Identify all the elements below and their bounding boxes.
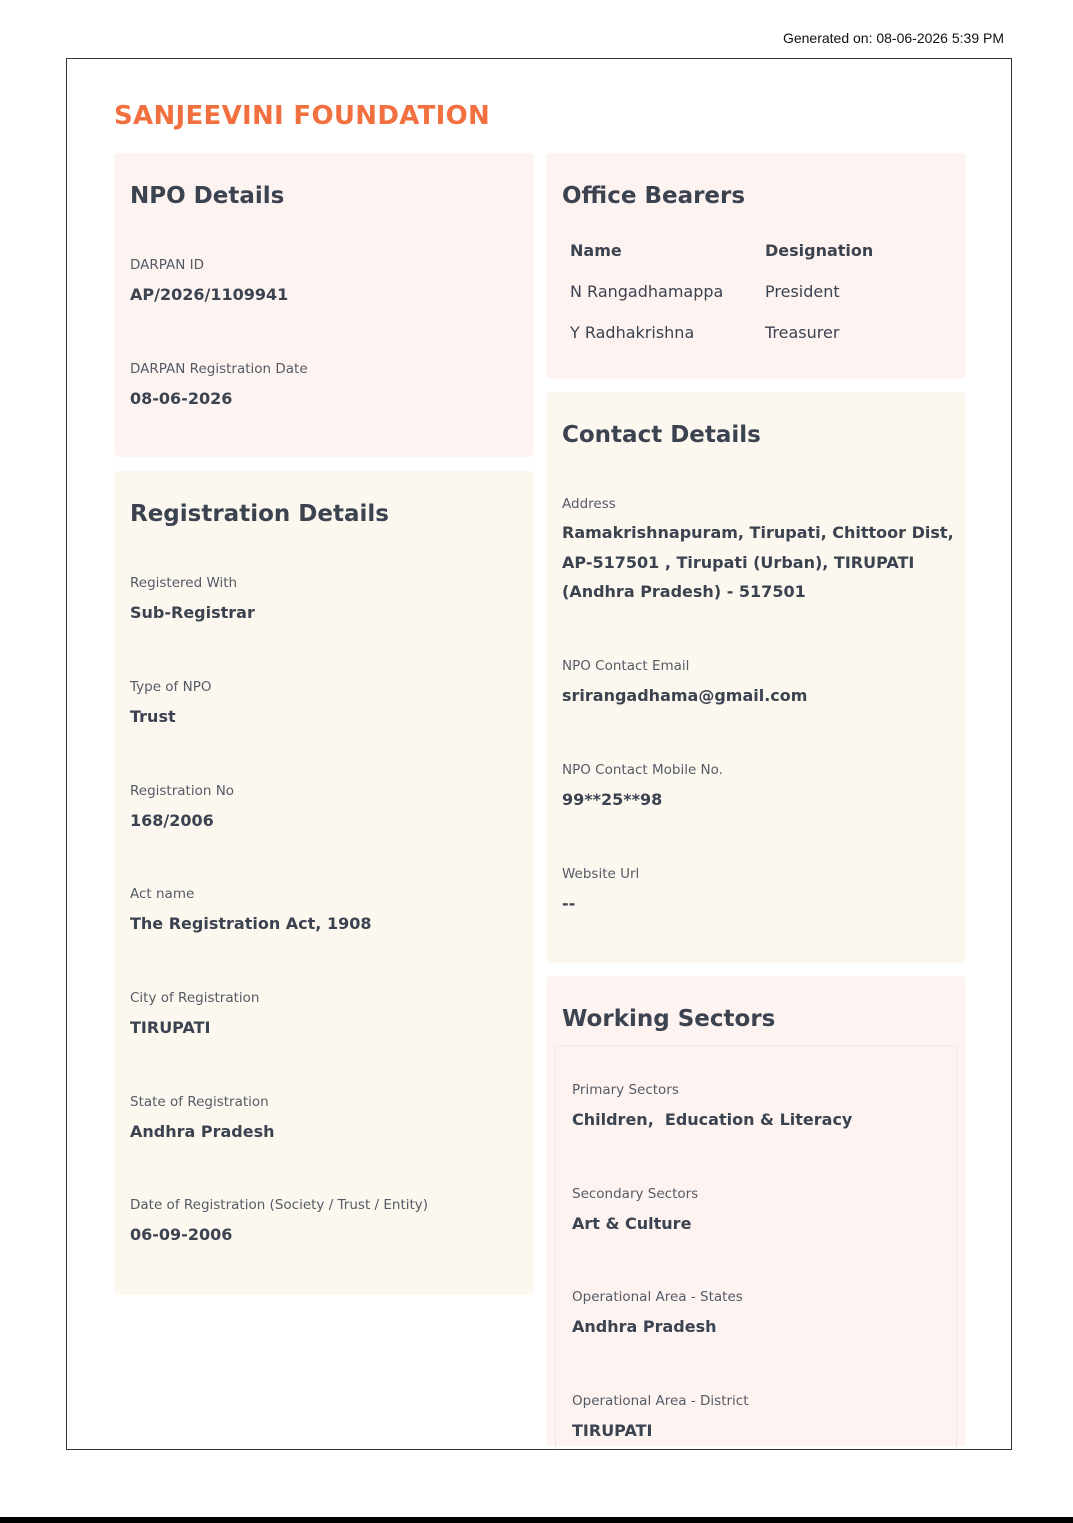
secondary-sectors-value: Art & Culture: [572, 1214, 692, 1233]
darpan-reg-date-label: DARPAN Registration Date: [130, 361, 308, 377]
operational-district-value: TIRUPATI: [572, 1421, 653, 1440]
website-url-label: Website Url: [562, 866, 640, 882]
column-header-name: Name: [570, 241, 622, 260]
bottom-bar: [0, 1517, 1073, 1523]
bearer-designation: Treasurer: [765, 323, 840, 342]
registration-no-label: Registration No: [130, 783, 235, 799]
website-url-value: --: [562, 894, 576, 913]
primary-sectors-value: Children, Education & Literacy: [572, 1110, 853, 1129]
bearer-name: N Rangadhamappa: [570, 282, 724, 301]
darpan-reg-date-value: 08-06-2026: [130, 389, 233, 408]
address-line: AP-517501 , Tirupati (Urban), TIRUPATI: [562, 552, 915, 572]
registered-with-field: [130, 575, 255, 622]
operational-states-field: [572, 1289, 743, 1336]
contact-mobile-value: 99**25**98: [562, 790, 663, 809]
contact-details-title: Contact Details: [562, 422, 761, 448]
registered-with-label: Registered With: [130, 575, 238, 591]
document-frame: [66, 58, 1012, 1450]
secondary-sectors-label: Secondary Sectors: [572, 1186, 699, 1202]
working-sectors-card: [546, 976, 966, 1446]
registration-details-title: Registration Details: [130, 501, 389, 527]
operational-district-field: [572, 1393, 749, 1440]
act-name-value: The Registration Act, 1908: [130, 914, 372, 933]
primary-sectors-label: Primary Sectors: [572, 1082, 679, 1098]
npo-type-value: Trust: [130, 707, 176, 726]
working-sectors-title: Working Sectors: [562, 1006, 776, 1032]
website-url-field: [562, 866, 639, 913]
state-of-registration-field: [130, 1094, 275, 1141]
contact-email-value[interactable]: srirangadhama@gmail.com: [562, 686, 808, 705]
registration-no-field: [130, 783, 234, 830]
operational-states-value: Andhra Pradesh: [572, 1317, 717, 1336]
secondary-sectors-field: [572, 1186, 698, 1233]
contact-mobile-field: [562, 762, 723, 809]
darpan-id-value: AP/2026/1109941: [130, 285, 289, 304]
registration-details-card: [114, 471, 534, 1295]
darpan-reg-date-field: [130, 361, 308, 408]
operational-states-label: Operational Area - States: [572, 1289, 743, 1305]
office-bearers-card: [546, 153, 966, 379]
darpan-id-field: [130, 257, 288, 304]
date-of-registration-label: Date of Registration (Society / Trust / Entity): [130, 1197, 429, 1213]
registration-no-value: 168/2006: [130, 811, 214, 830]
act-name-field: [130, 886, 371, 933]
bearer-name: Y Radhakrishna: [570, 323, 695, 342]
npo-details-card: [114, 153, 534, 457]
date-of-registration-value: 06-09-2006: [130, 1225, 233, 1244]
bearer-designation: President: [765, 282, 840, 301]
contact-details-card: [546, 392, 966, 963]
date-of-registration-field: [130, 1197, 428, 1244]
contact-email-label: NPO Contact Email: [562, 658, 690, 674]
address-line: (Andhra Pradesh) - 517501: [562, 582, 806, 601]
generated-timestamp: Generated on: 08-06-2026 5:39 PM: [782, 30, 1004, 46]
column-header-designation: Designation: [765, 241, 874, 260]
npo-type-label: Type of NPO: [130, 679, 212, 695]
city-of-registration-value: TIRUPATI: [130, 1018, 211, 1037]
npo-type-field: [130, 679, 211, 726]
act-name-label: Act name: [130, 886, 195, 902]
working-sectors-inner-panel: [555, 1045, 957, 1450]
city-of-registration-field: [130, 990, 259, 1037]
primary-sectors-field: [572, 1082, 852, 1129]
address-line: Ramakrishnapuram, Tirupati, Chittoor Dist,: [562, 523, 954, 542]
contact-mobile-label: NPO Contact Mobile No.: [562, 762, 723, 778]
registered-with-value: Sub-Registrar: [130, 603, 255, 622]
address-field: [562, 496, 954, 607]
npo-details-title: NPO Details: [130, 183, 285, 209]
address-label: Address: [562, 496, 616, 512]
city-of-registration-label: City of Registration: [130, 990, 260, 1006]
organization-name: SANJEEVINI FOUNDATION: [114, 101, 491, 131]
state-of-registration-label: State of Registration: [130, 1094, 269, 1110]
contact-email-field: [562, 658, 807, 705]
office-bearers-title: Office Bearers: [562, 183, 746, 209]
operational-district-label: Operational Area - District: [572, 1393, 749, 1409]
darpan-id-label: DARPAN ID: [130, 257, 205, 273]
state-of-registration-value: Andhra Pradesh: [130, 1122, 275, 1141]
